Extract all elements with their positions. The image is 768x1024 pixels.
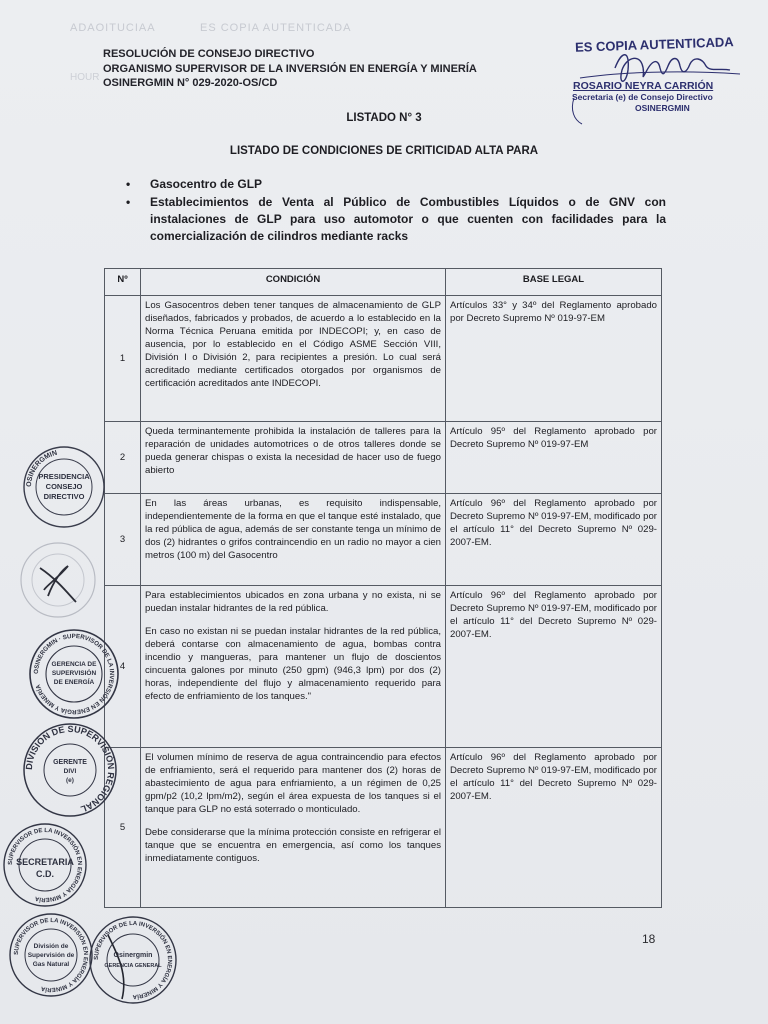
row-number: 2 (105, 422, 141, 494)
seal-center-line: C.D. (36, 869, 54, 879)
row-legal-basis: Artículo 96º del Reglamento aprobado por Decreto Supremo Nº 019-97-EM, modificado por el artículo 11° del Decreto Supremo Nº 029-2007-EM. (446, 748, 662, 908)
table-row (105, 296, 662, 422)
energy-supervision-seal-icon (28, 628, 120, 720)
bullet-icon: • (126, 177, 131, 191)
seal-ring-text: OSINERGMIN (25, 449, 59, 488)
seal-center-line: GERENTE (53, 759, 87, 766)
table-row (105, 494, 662, 586)
page-number: 18 (642, 932, 656, 946)
seal-ring-text: SUPERVISOR DE LA INVERSIÓN EN ENERGÍA Y MINERÍA (7, 827, 83, 903)
row-number: 1 (105, 296, 141, 422)
table-row (105, 748, 662, 908)
signature-seal-icon (18, 540, 98, 620)
row-condition (141, 586, 446, 748)
stamp-org: OSINERGMIN (635, 103, 690, 113)
header-num: Nº (105, 269, 141, 296)
seal-center-line: DIRECTIVO (43, 492, 85, 501)
bullet-list (126, 176, 666, 246)
condition-paragraph: El volumen mínimo de reserva de agua contraincendio para efectos de enfriamiento, será el requerido para mantener dos (2) horas de abastecimiento de agua para enfriamiento, a un régimen de 0,25 gpm/p2 (10,2 lpm/m2), según el área expuesta de los tanques si el tanque para GLP no está soterrado o monticulado. (145, 752, 441, 815)
natural-gas-seal-icon (8, 912, 94, 998)
faded-watermark-top: ADAOITUCIAA (70, 22, 156, 34)
regional-supervision-seal-icon (22, 722, 118, 818)
row-legal-basis: Artículo 96º del Reglamento aprobado por Decreto Supremo Nº 019-97-EM, modificado por el artículo 11° del Decreto Supremo Nº 029-2007-EM. (446, 586, 662, 748)
row-legal-basis: Artículo 96º del Reglamento aprobado por Decreto Supremo Nº 019-97-EM, modificado por el artículo 11° del Decreto Supremo Nº 029-2007-EM. (446, 494, 662, 586)
bullet-item (126, 176, 666, 193)
condition-paragraph: Los Gasocentros deben tener tanques de almacenamiento de GLP diseñados, fabricados y probados, de acuerdo a lo establecido en la Norma Técnica Peruana emitida por INDECOPI; y, en caso de ausencia, por lo establecido en el Código ASME Sección VIII, División I o División 2, para recipientes a presión. Lo cual será acreditado mediante certificados otorgados por organismos de certificación acreditados ante INDECOPI. (145, 300, 441, 389)
stamp-role: Secretaria (e) de Consejo Directivo (572, 92, 713, 102)
condition-paragraph: En las áreas urbanas, es requisito indispensable, independientemente de la forma en que el tanque esté instalado, que la red pública de agua, además de ser constante tenga un mínimo de dos (2) hidrantes o grifos contraincendio en un radio no mayor a cien metros (100 m) del Gasocentro (145, 498, 441, 561)
faded-watermark-right: ES COPIA AUTENTICADA (200, 22, 352, 34)
table-row (105, 422, 662, 494)
faded-watermark-left: HOUR (70, 72, 100, 83)
condition-paragraph: Queda terminantemente prohibida la instalación de talleres para la reparación de unidades automotrices o de otros talleres donde se pueda generar chispas o exista la necesidad de hacer uso de fuego abierto (145, 426, 441, 476)
condition-paragraph: Para establecimientos ubicados en zona urbana y no exista, ni se puedan instalar hidrantes de la red pública. (145, 590, 441, 614)
bullet-item (126, 194, 666, 245)
general-management-seal-icon (88, 915, 178, 1005)
seal-center-line: DE ENERGÍA (53, 679, 95, 686)
resolution-header (103, 47, 477, 91)
seal-center-line: Osinergmin (113, 952, 153, 959)
seal-center-line: Supervisión de (27, 952, 75, 959)
list-number-title: LISTADO N° 3 (346, 112, 422, 124)
conditions-table (104, 268, 662, 908)
seal-center-line: SUPERVISIÓN (51, 670, 97, 677)
row-number: 5 (105, 748, 141, 908)
row-number: 4 (105, 586, 141, 748)
header-line-3: OSINERGMIN N° 029-2020-OS/CD (103, 77, 278, 89)
seal-center-line: GERENCIA DE (51, 661, 97, 668)
row-condition (141, 422, 446, 494)
seal-center-line: Gas Natural (32, 961, 70, 968)
seal-center-line: SECRETARIA (16, 857, 74, 867)
seal-center-line: GERENCIA GENERAL (104, 963, 162, 969)
presidency-seal-icon (22, 445, 106, 529)
bullet-text: Establecimientos de Venta al Público de Combustibles Líquidos o de GNV con instalaciones de GLP para uso automotor o que cuenten con facilidades para la comercialización de cilindros mediante racks (150, 195, 666, 243)
authenticated-copy-stamp (560, 30, 760, 125)
header-line-1: RESOLUCIÓN DE CONSEJO DIRECTIVO (103, 48, 315, 60)
row-legal-basis: Artículo 95º del Reglamento aprobado por Decreto Supremo Nº 019-97-EM (446, 422, 662, 494)
seal-ring-text: DIVISIÓN DE SUPERVISIÓN REGIONAL (23, 723, 117, 815)
seal-ring-text: SUPERVISOR DE LA INVERSIÓN EN ENERGÍA Y MINERÍA (93, 920, 173, 1000)
row-condition (141, 296, 446, 422)
row-number: 3 (105, 494, 141, 586)
row-legal-basis: Artículos 33° y 34º del Reglamento aprobado por Decreto Supremo Nº 019-97-EM (446, 296, 662, 422)
row-condition (141, 494, 446, 586)
stamp-title: ES COPIA AUTENTICADA (574, 34, 734, 55)
header-legal-basis: BASE LEGAL (446, 269, 662, 296)
seal-center-line: PRESIDENCIA (38, 472, 90, 481)
stamp-name: ROSARIO NEYRA CARRIÓN (573, 80, 714, 92)
header-condition: CONDICIÓN (141, 269, 446, 296)
seal-center-line: CONSEJO (45, 482, 83, 491)
secretary-seal-icon (2, 822, 88, 908)
table-row (105, 586, 662, 748)
svg-text:SUPERVISOR DE LA INVERSIÓN EN (94, 921, 172, 1001)
condition-paragraph: Debe considerarse que la mínima protección consiste en refrigerar el tanque que se encuentra en emergencia, así como los tanques inmediatamente contiguos. (145, 827, 441, 864)
list-subtitle: LISTADO DE CONDICIONES DE CRITICIDAD ALTA PARA (229, 145, 539, 157)
seal-center-line: (e) (66, 777, 74, 784)
header-line-2: ORGANISMO SUPERVISOR DE LA INVERSIÓN EN ENERGÍA Y MINERÍA (103, 62, 477, 75)
seal-center-line: División de (33, 943, 69, 950)
condition-paragraph: En caso no existan ni se puedan instalar hidrantes de la red pública, deberá contarse con almacenamiento de agua, bombas contra incendio y mangueras, para mantener un flujo de doscientos cincuenta galones por minuto (250 gpm) (946,3 lpm) por dos (2) horas, independiente del flujo y almacenamiento requerido para efecto de enfriamiento de los tanques." (145, 626, 441, 702)
seal-ring-text: SUPERVISOR DE LA INVERSIÓN EN ENERGÍA Y MINERÍA (13, 917, 89, 993)
row-condition (141, 748, 446, 908)
bullet-text: Gasocentro de GLP (150, 177, 263, 191)
seal-center-line: DIVI (63, 768, 77, 775)
bullet-icon: • (126, 195, 131, 209)
seal-ring-text: OSINERGMIN · SUPERVISOR DE LA INVERSIÓN EN ENERGÍA Y MINERÍA (32, 632, 116, 716)
table-header-row (105, 269, 662, 296)
